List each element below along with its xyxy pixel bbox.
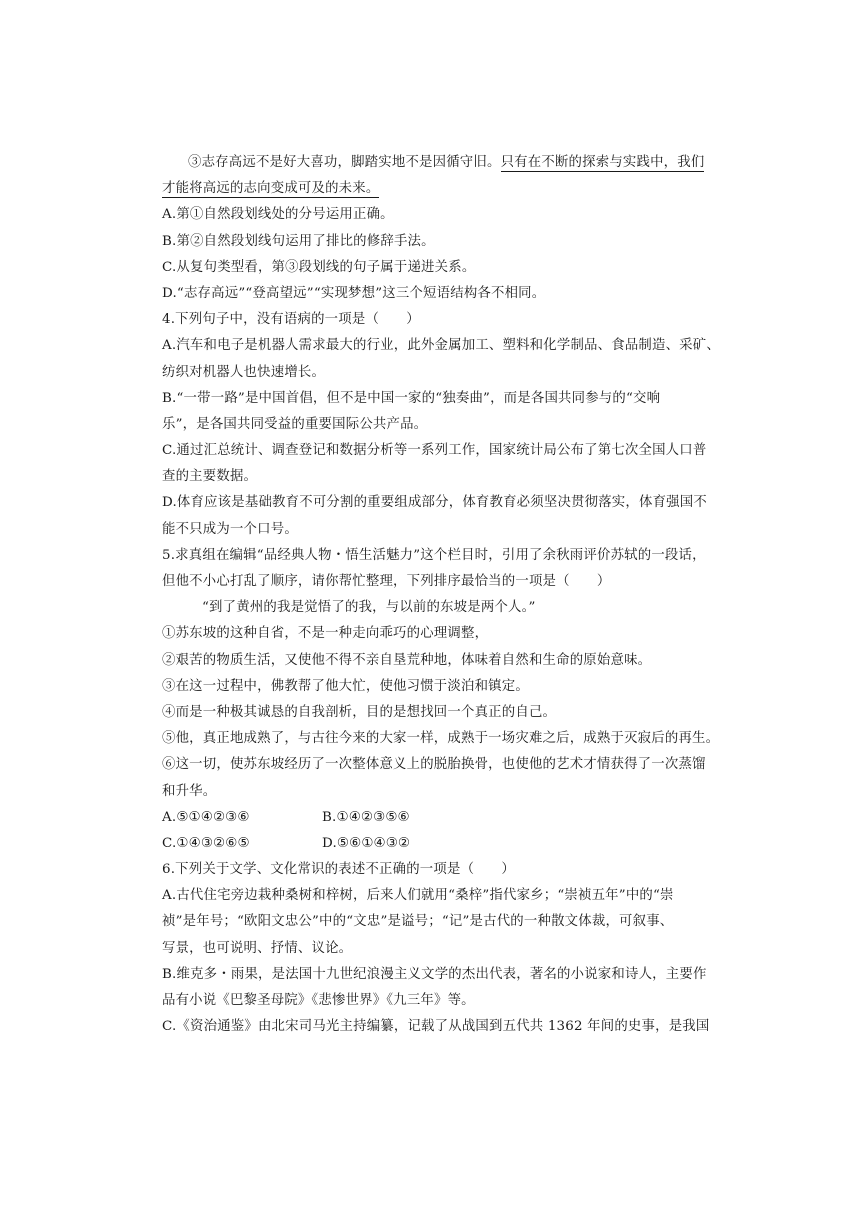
- q6-option-a-cont-2: 写景，也可说明、抒情、议论。: [162, 940, 353, 956]
- q4-option-b: B.“一带一路”是中国首倡，但不是中国一家的“独奏曲”，而是各国共同参与的“交响: [162, 390, 661, 406]
- q5-option-b: B.①④②③⑤⑥: [322, 809, 410, 825]
- q4-option-c: C.通过汇总统计、调查登记和数据分析等一系列工作，国家统计局公布了第七次全国人口普: [162, 443, 707, 459]
- q5-sentence-3: ③在这一过程中，佛教帮了他大忙，使他习惯于淡泊和镇定。: [162, 678, 529, 694]
- paragraph-3-text: ③志存高远不是好大喜功，脚踏实地不是因循守旧。: [188, 155, 501, 170]
- q5-options-row-1: [162, 805, 712, 831]
- q5-options-row-2: [162, 831, 712, 857]
- paragraph-3-underlined-sentence: 只有在不断的探索与实践中，我们: [500, 155, 705, 170]
- q6-option-a: A.古代住宅旁边栽种桑树和梓树，后来人们就用“桑梓”指代家乡；“崇祯五年”中的“崇: [162, 888, 674, 904]
- q6-stem: 6.下列关于文学、文化常识的表述不正确的一项是（ ）: [162, 862, 515, 878]
- q4-stem: 4.下列句子中，没有语病的一项是（ ）: [162, 312, 420, 328]
- q4-option-d: D.体育应该是基础教育不可分割的重要组成部分，体育教育必须坚决贯彻落实，体育强国不: [162, 495, 707, 511]
- q3-option-a: A.第①自然段划线处的分号运用正确。: [162, 207, 394, 223]
- q3-option-b: B.第②自然段划线句运用了排比的修辞手法。: [162, 233, 435, 249]
- q5-sentence-6: ⑥这一切，使苏东坡经历了一次整体意义上的脱胎换骨，也使他的艺术才情获得了一次蒸馏: [162, 757, 706, 773]
- q6-option-a-cont: 祯”是年号；“欧阳文忠公”中的“文忠”是谥号；“记”是古代的一种散文体裁，可叙事、: [162, 914, 674, 930]
- q5-sentence-1: ①苏东坡的这种自省，不是一种走向乖巧的心理调整，: [162, 626, 489, 642]
- q5-sentence-6-cont: 和升华。: [162, 783, 217, 799]
- q5-sentence-4: ④而是一种极其诚恳的自我剖析，目的是想找回一个真正的自己。: [162, 704, 557, 720]
- paragraph-3-line-1: [162, 150, 712, 176]
- q4-option-a: A.汽车和电子是机器人需求最大的行业，此外金属加工、塑料和化学制品、食品制造、采矿、: [162, 338, 720, 354]
- paragraph-3-line-2: [162, 176, 712, 202]
- paragraph-3-underlined-sentence-end: 才能将高远的志向变成可及的未来。: [162, 181, 380, 197]
- q5-option-d: D.⑤⑥①④③②: [322, 835, 411, 851]
- q3-option-d: D.“志存高远”“登高望远”“实现梦想”这三个短语结构各不相同。: [162, 285, 546, 301]
- q5-quote: “到了黄州的我是觉悟了的我，与以前的东坡是两个人。”: [202, 600, 536, 616]
- q6-option-c: C.《资治通鉴》由北宋司马光主持编纂，记载了从战国到五代共 1362 年间的史事，是我国: [162, 1019, 710, 1035]
- q6-option-b: B.维克多・雨果，是法国十九世纪浪漫主义文学的杰出代表，著名的小说家和诗人，主要作: [162, 966, 707, 982]
- question-text-block: [162, 150, 720, 1040]
- q3-option-c: C.从复句类型看，第③段划线的句子属于递进关系。: [162, 259, 476, 275]
- q4-option-c-cont: 查的主要数据。: [162, 469, 258, 485]
- q5-sentence-2: ②艰苦的物质生活，又使他不得不亲自垦荒种地，体味着自然和生命的原始意味。: [162, 652, 652, 668]
- q5-option-c: C.①④③②⑥⑤: [162, 835, 250, 851]
- q4-option-a-cont: 纺织对机器人也快速增长。: [162, 364, 326, 380]
- q5-option-a: A.⑤①④②③⑥: [162, 809, 250, 825]
- q4-option-d-cont: 能不只成为一个口号。: [162, 521, 298, 537]
- q5-stem: 5.求真组在编辑“品经典人物・悟生活魅力”这个栏目时，引用了余秋雨评价苏轼的一段话，: [162, 547, 706, 563]
- q5-stem-cont: 但他不小心打乱了顺序，请你帮忙整理，下列排序最恰当的一项是（ ）: [162, 574, 611, 589]
- q5-sentence-5: ⑤他，真正地成熟了，与古往今来的大家一样，成熟于一场灾难之后，成熟于灭寂后的再生。: [162, 731, 720, 747]
- q6-option-b-cont: 品有小说《巴黎圣母院》《悲惨世界》《九三年》等。: [162, 993, 475, 1008]
- q4-option-b-cont: 乐”，是各国共同受益的重要国际公共产品。: [162, 416, 428, 432]
